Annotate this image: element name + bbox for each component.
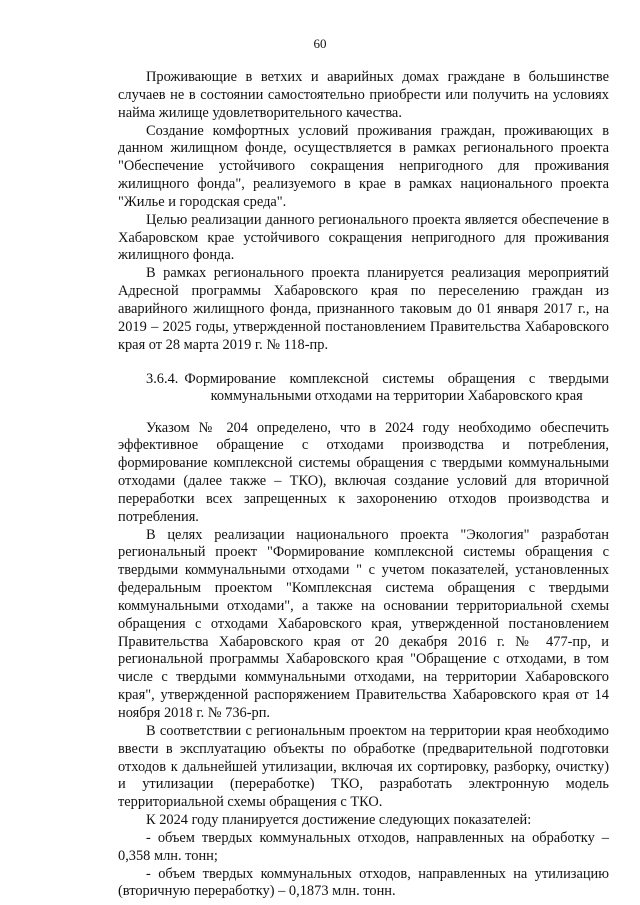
paragraph: Проживающие в ветхих и аварийных домах граждане в большинстве случаев не в состоянии самостоятельно приобрести или получить на условиях найма жилище удовлетворительного качества. [118, 69, 609, 121]
section-title: Формирование комплексной системы обращения с твердыми коммунальными отходами на территории Хабаровского края [184, 370, 609, 404]
list-item: - объем твердых коммунальных отходов, направленных на обработку – 0,358 млн. тонн; [118, 829, 609, 864]
paragraph: В целях реализации национального проекта "Экология" разработан региональный проект "Формирование комплексной системы обращения с твердыми коммунальными отходами " с учетом показателей, установленных федеральным проектом "Комплексная система обращения с твердыми коммунальными отходами", а также на основании территориальной схемы обращения с отходами Хабаровского края, утвержденной постановлением Правительства Хабаровского края от 20 декабря 2016 г. № 477-пр, и региональной программы Хабаровского края "Обращение с отходами, в том числе с твердыми коммунальными отходами, на территории Хабаровского края", утвержденной распоряжением Правительства Хабаровского края от 14 ноября 2018 г. № 736-рп. [118, 526, 609, 721]
document-body [118, 69, 609, 901]
section-number: 3.6.4. [146, 370, 179, 387]
page-number: 60 [313, 36, 327, 51]
paragraph: К 2024 году планируется достижение следующих показателей: [146, 812, 532, 829]
paragraph: В соответствии с региональным проектом на территории края необходимо ввести в эксплуатацию объекты по обработке (предварительной подготовки отходов к дальнейшей утилизации, включая их сортировку, разборку, очистку) и утилизации (переработке) ТКО, разработать электронную модель территориальной схемы обращения с ТКО. [118, 722, 609, 811]
paragraph: Создание комфортных условий проживания граждан, проживающих в данном жилищном фонде, осуществляется в рамках регионального проекта "Обеспечение устойчивого сокращения непригодного для проживания жилищного фонда", реализуемого в крае в рамках национального проекта "Жилье и городская среда". [118, 122, 609, 210]
paragraph: В рамках регионального проекта планируется реализация мероприятий Адресной программы Хабаровского края по переселению граждан из аварийного жилищного фонда, признанного таковым до 01 января 2017 г., на 2019 – 2025 годы, утвержденной постановлением Правительства Хабаровского края от 28 марта 2019 г. № 118-пр. [118, 265, 609, 353]
paragraph: Целью реализации данного регионального проекта является обеспечение в Хабаровском крае устойчивого сокращения непригодного для проживания жилищного фонда. [118, 211, 609, 264]
section-heading [118, 371, 609, 405]
list-item: - объем твердых коммунальных отходов, направленных на утилизацию (вторичную переработку) – 0,1873 млн. тонн. [118, 865, 609, 900]
paragraph: Указом № 204 определено, что в 2024 году необходимо обеспечить эффективное обращение с отходами производства и потребления, формирование комплексной системы обращения с твердыми коммунальными отходами (далее также – ТКО), включая создание условий для вторичной переработки всех запрещенных к захоронению отходов производства и потребления. [118, 419, 609, 525]
